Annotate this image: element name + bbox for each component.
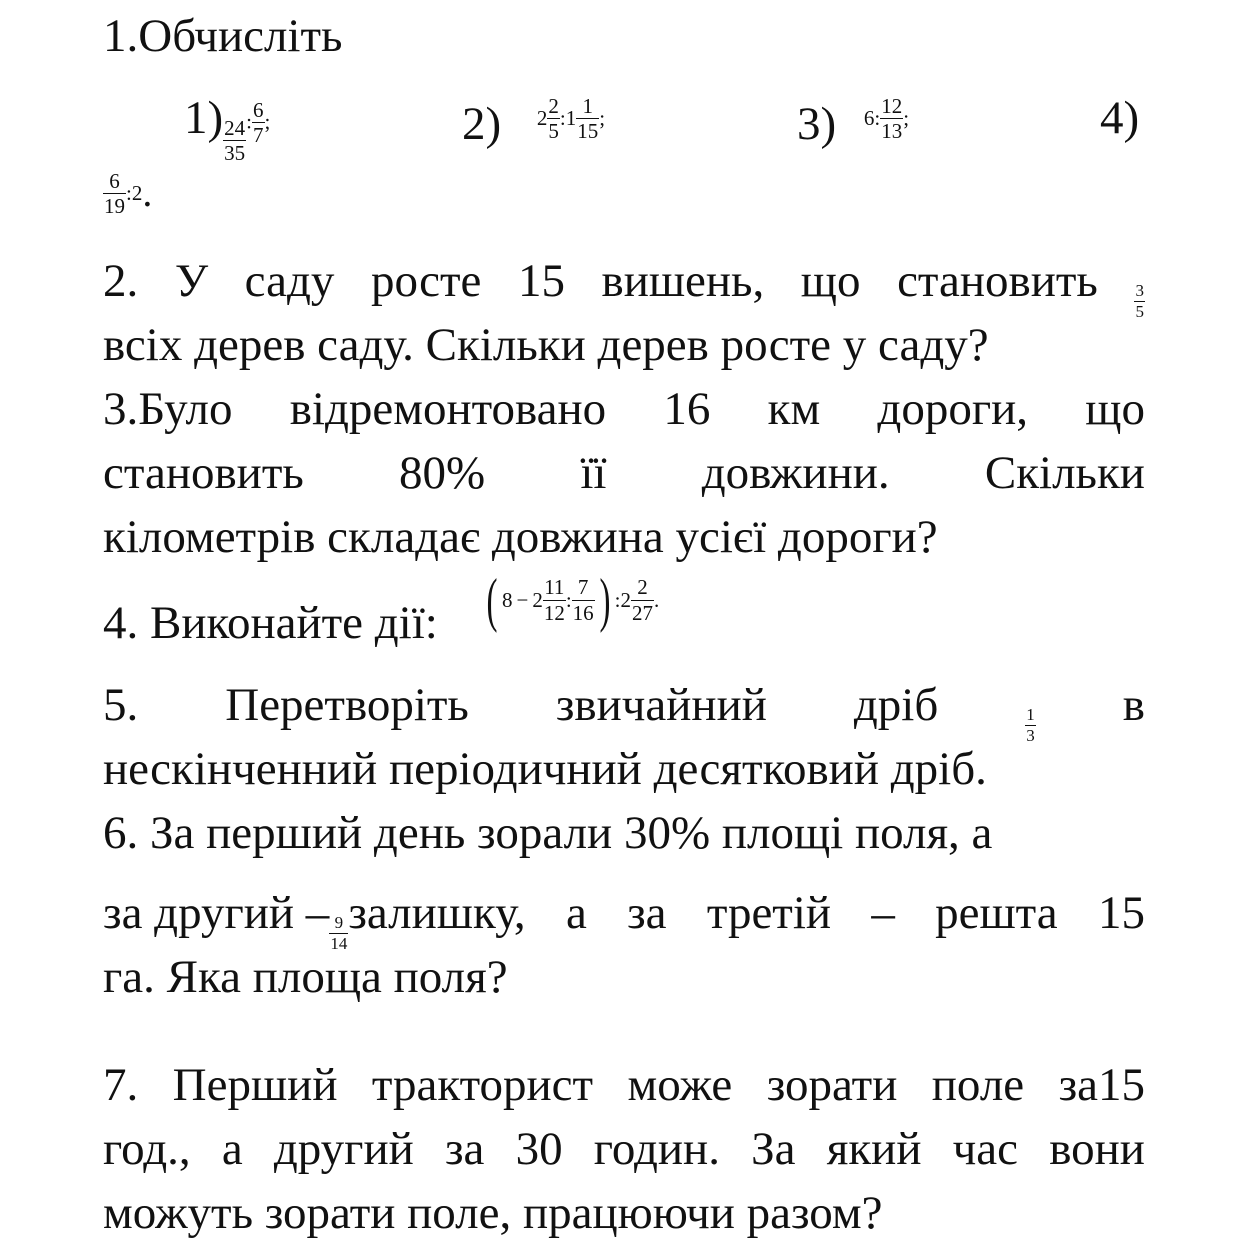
task1-item4-label: 4) [1100, 92, 1140, 144]
whole-part: 2 [536, 106, 548, 131]
fraction-denominator: 15 [577, 119, 599, 144]
division-sign: : [126, 181, 132, 206]
task1-item3 [797, 94, 910, 151]
fraction-numerator: 6 [253, 97, 264, 122]
task3-word: Скільки [984, 447, 1145, 499]
semicolon: ; [903, 106, 910, 131]
fraction-denominator: 5 [1135, 301, 1144, 321]
task2-word: становить [897, 255, 1098, 307]
division-sign: : [874, 106, 881, 131]
task7-word: а [221, 1123, 243, 1175]
task1-item2 [462, 94, 606, 151]
fraction-numerator: 11 [544, 575, 565, 600]
division-sign: : [614, 587, 621, 612]
item4-fraction-a [103, 170, 126, 217]
task4-expression [482, 567, 660, 633]
task6-line3: га. Яка площа поля? [103, 951, 508, 1003]
fraction-denominator: 35 [224, 141, 246, 166]
fraction-denominator: 16 [572, 600, 594, 625]
task3-word: 16 [663, 383, 711, 435]
minuend: 8 [501, 587, 513, 612]
fraction-2-27 [631, 576, 654, 623]
task7-word: годин. [593, 1123, 720, 1175]
semicolon: ; [599, 106, 606, 131]
task2-line2: всіх дерев саду. Скільки дерев росте у саду? [103, 319, 989, 371]
task2-word: 15 [517, 255, 565, 307]
fraction-numerator: 2 [637, 575, 648, 600]
task3-word: дороги, [877, 383, 1029, 435]
task4-text: 4. Виконайте дії: [103, 597, 438, 649]
fraction-denominator: 5 [548, 119, 559, 144]
item3-fraction-b [880, 95, 903, 142]
task6-word: а [565, 887, 587, 939]
division-sign: : [565, 587, 572, 612]
task5-fraction [1025, 706, 1036, 745]
divisor: 2 [131, 181, 143, 206]
item2-label: 2) [462, 98, 502, 151]
dividend: 6 [863, 106, 875, 131]
task7-word: може [627, 1059, 733, 1111]
task3-word: що [1085, 383, 1145, 435]
task2-word: 2. [103, 255, 139, 307]
task3-word: відремонтовано [289, 383, 607, 435]
task6-line1: 6. За перший день зорали 30% площі поля, а [103, 807, 993, 859]
item3-label: 3) [797, 98, 837, 151]
task7-word: за [444, 1123, 485, 1175]
task3-word: її [580, 447, 607, 499]
item1-fraction-a [223, 117, 246, 164]
whole-part: 1 [565, 106, 577, 131]
task7-word: тракторист [371, 1059, 594, 1111]
task1-item1 [184, 92, 271, 166]
task2-word: росте [370, 255, 482, 307]
task1-item4-expression [103, 150, 152, 217]
item2-fraction-a [547, 95, 560, 142]
task7-word: поле [931, 1059, 1025, 1111]
item4-math [103, 170, 142, 217]
task6-word: 15 [1097, 887, 1145, 939]
fraction-denominator: 14 [330, 933, 348, 953]
task7-word: зорати [766, 1059, 898, 1111]
task7-word: год., [103, 1123, 191, 1175]
task2-line1 [103, 255, 1145, 321]
task3-word: км [767, 383, 821, 435]
task6-line2-start [103, 887, 526, 953]
task6-word: – [871, 887, 895, 939]
task5-word: Перетворіть [225, 679, 469, 731]
fraction-numerator: 24 [224, 116, 246, 140]
whole-part: 2 [620, 587, 631, 612]
fraction-numerator: 2 [548, 94, 559, 118]
task7-word: який [826, 1123, 922, 1175]
period: . [142, 170, 153, 215]
task7-word: за15 [1058, 1059, 1145, 1111]
fraction-11-12 [543, 576, 566, 623]
task5-line1 [103, 679, 1145, 745]
fraction-denominator: 7 [253, 122, 264, 147]
item2-expression [537, 95, 605, 142]
task6-fraction [329, 914, 348, 953]
fraction-denominator: 19 [104, 194, 125, 219]
item2-fraction-b [576, 95, 599, 142]
task7-word: другий [273, 1123, 414, 1175]
semicolon: ; [264, 109, 271, 134]
task7-word: За [751, 1123, 796, 1175]
task5-line2: нескінченний періодичний десятковий дріб. [103, 743, 987, 795]
fraction-numerator: 1 [1026, 705, 1035, 724]
task2-word: вишень, [601, 255, 765, 307]
task7-word: час [952, 1123, 1019, 1175]
open-paren: ( [486, 567, 498, 633]
task6-word: за [627, 887, 667, 939]
task7-line3: можуть зорати поле, працюючи разом? [103, 1187, 883, 1239]
task2-word: що [800, 255, 861, 307]
fraction-numerator: 6 [109, 169, 120, 193]
fraction-denominator: 12 [543, 600, 565, 625]
task3-word: 3.Було [103, 383, 233, 435]
task2-fraction [1134, 282, 1145, 321]
task6-word: решта [935, 887, 1058, 939]
task6-text: за другий – [103, 887, 330, 939]
task3-line3: кілометрів складає довжина усієї дороги? [103, 511, 938, 563]
fraction-numerator: 9 [334, 913, 344, 932]
fraction-denominator: 13 [881, 119, 903, 144]
division-sign: : [246, 109, 252, 134]
fraction-numerator: 1 [582, 94, 593, 118]
item1-label: 1) [184, 92, 224, 144]
fraction-numerator: 12 [881, 94, 903, 118]
task7-line2 [103, 1123, 1145, 1175]
task7-word: вони [1049, 1123, 1145, 1175]
whole-part: 2 [532, 587, 543, 612]
fraction-7-16 [572, 576, 595, 623]
task3-word: довжини. [701, 447, 890, 499]
close-paren: ) [599, 567, 611, 633]
task7-line1 [103, 1059, 1145, 1111]
task5-word: звичайний [555, 679, 767, 731]
minus-sign: − [516, 587, 529, 612]
task3-word: становить [103, 447, 304, 499]
task2-word: саду [244, 255, 335, 307]
task6-word: залишку, [348, 887, 526, 939]
task1-heading: 1.Обчисліть [103, 10, 343, 62]
task5-word: 5. [103, 679, 139, 731]
period: . [654, 587, 660, 612]
task7-word: 7. [103, 1059, 139, 1111]
item3-expression [864, 95, 909, 142]
fraction-numerator: 7 [577, 575, 589, 600]
task4-math [482, 567, 660, 633]
task2-word: У [174, 255, 209, 307]
task5-word: в [1122, 679, 1145, 731]
fraction-numerator: 3 [1135, 281, 1144, 300]
task3-word: 80% [399, 447, 486, 499]
fraction-denominator: 3 [1026, 725, 1035, 745]
division-sign: : [559, 106, 566, 131]
task3-line2 [103, 447, 1145, 499]
task3-line1 [103, 383, 1145, 435]
item1-fraction-b [252, 99, 265, 146]
task6-line2 [103, 887, 1145, 953]
task6-word: третій [706, 887, 832, 939]
fraction-denominator: 27 [632, 600, 653, 625]
task7-word: Перший [172, 1059, 338, 1111]
task5-word: дріб [853, 679, 939, 731]
task7-word: 30 [515, 1123, 563, 1175]
